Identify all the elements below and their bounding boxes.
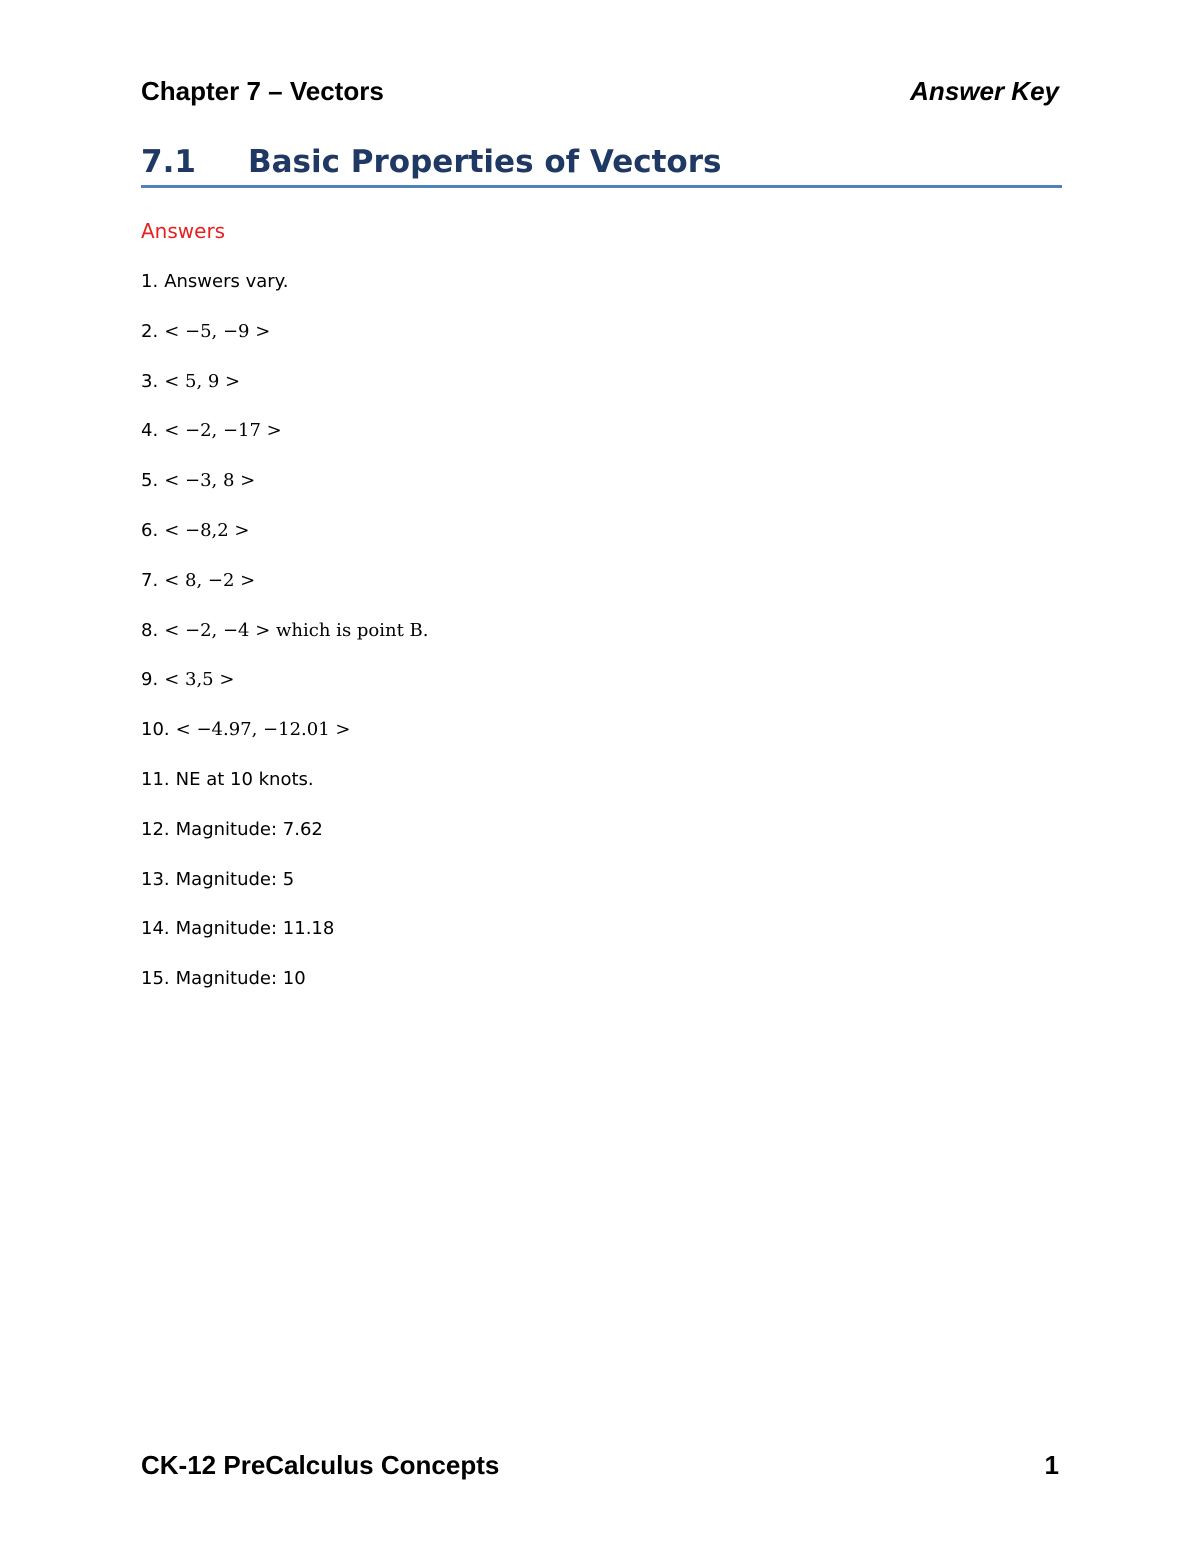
page-number: 1 xyxy=(1044,1449,1059,1480)
answer-text: Magnitude: 7.62 xyxy=(175,818,323,840)
answer-number: 2. xyxy=(141,320,159,342)
answers-list xyxy=(141,268,1041,1015)
answer-text: < −2, −17 > xyxy=(164,420,282,442)
answer-text: Answers vary. xyxy=(164,271,289,292)
list-item xyxy=(141,318,1041,368)
list-item xyxy=(141,716,1041,766)
answer-text: Magnitude: 11.18 xyxy=(175,918,335,940)
list-item xyxy=(141,567,1041,617)
list-item xyxy=(141,368,1041,418)
section-title: Basic Properties of Vectors xyxy=(248,144,722,180)
chapter-title: Chapter 7 – Vectors xyxy=(141,75,384,106)
answer-text: < −3, 8 > xyxy=(164,470,256,492)
answer-number: 5. xyxy=(141,470,159,492)
heading-divider xyxy=(141,185,1062,188)
answer-number: 9. xyxy=(141,669,159,691)
list-item xyxy=(141,517,1041,567)
list-item xyxy=(141,915,1041,965)
answer-text: < 8, −2 > xyxy=(164,569,256,591)
answer-number: 12. xyxy=(141,818,170,840)
page-footer xyxy=(141,1448,1059,1482)
page-header xyxy=(141,74,1059,108)
answer-number: 13. xyxy=(141,868,170,890)
section-heading xyxy=(141,140,1062,184)
answer-text: Magnitude: 10 xyxy=(175,968,306,990)
answer-text: < 5, 9 > xyxy=(164,370,241,392)
answer-text: < 3,5 > xyxy=(164,669,235,691)
list-item xyxy=(141,816,1041,866)
answer-number: 4. xyxy=(141,420,159,442)
answer-number: 6. xyxy=(141,519,159,541)
section-number: 7.1 xyxy=(141,144,196,180)
answer-number: 10. xyxy=(141,719,170,741)
answer-text: < −8,2 > xyxy=(164,519,250,541)
answer-key-label: Answer Key xyxy=(910,75,1059,106)
list-item xyxy=(141,417,1041,467)
list-item xyxy=(141,268,1041,318)
list-item xyxy=(141,617,1041,667)
list-item xyxy=(141,666,1041,716)
answer-text: < −4.97, −12.01 > xyxy=(175,719,351,741)
answer-number: 8. xyxy=(141,619,159,641)
book-title: CK-12 PreCalculus Concepts xyxy=(141,1449,500,1480)
answer-number: 14. xyxy=(141,918,170,940)
answer-text: < −5, −9 > xyxy=(164,320,271,342)
answer-text: Magnitude: 5 xyxy=(175,868,295,890)
list-item xyxy=(141,766,1041,816)
answer-number: 15. xyxy=(141,968,170,990)
answer-number: 3. xyxy=(141,370,159,392)
list-item xyxy=(141,965,1041,1015)
answer-text: < −2, −4 > which is point B. xyxy=(164,619,429,641)
answers-heading: Answers xyxy=(141,219,226,243)
answer-number: 1. xyxy=(141,271,159,292)
answer-number: 7. xyxy=(141,569,159,591)
list-item xyxy=(141,866,1041,916)
answer-number: 11. xyxy=(141,768,170,790)
answer-text: NE at 10 knots. xyxy=(175,768,314,790)
list-item xyxy=(141,467,1041,517)
